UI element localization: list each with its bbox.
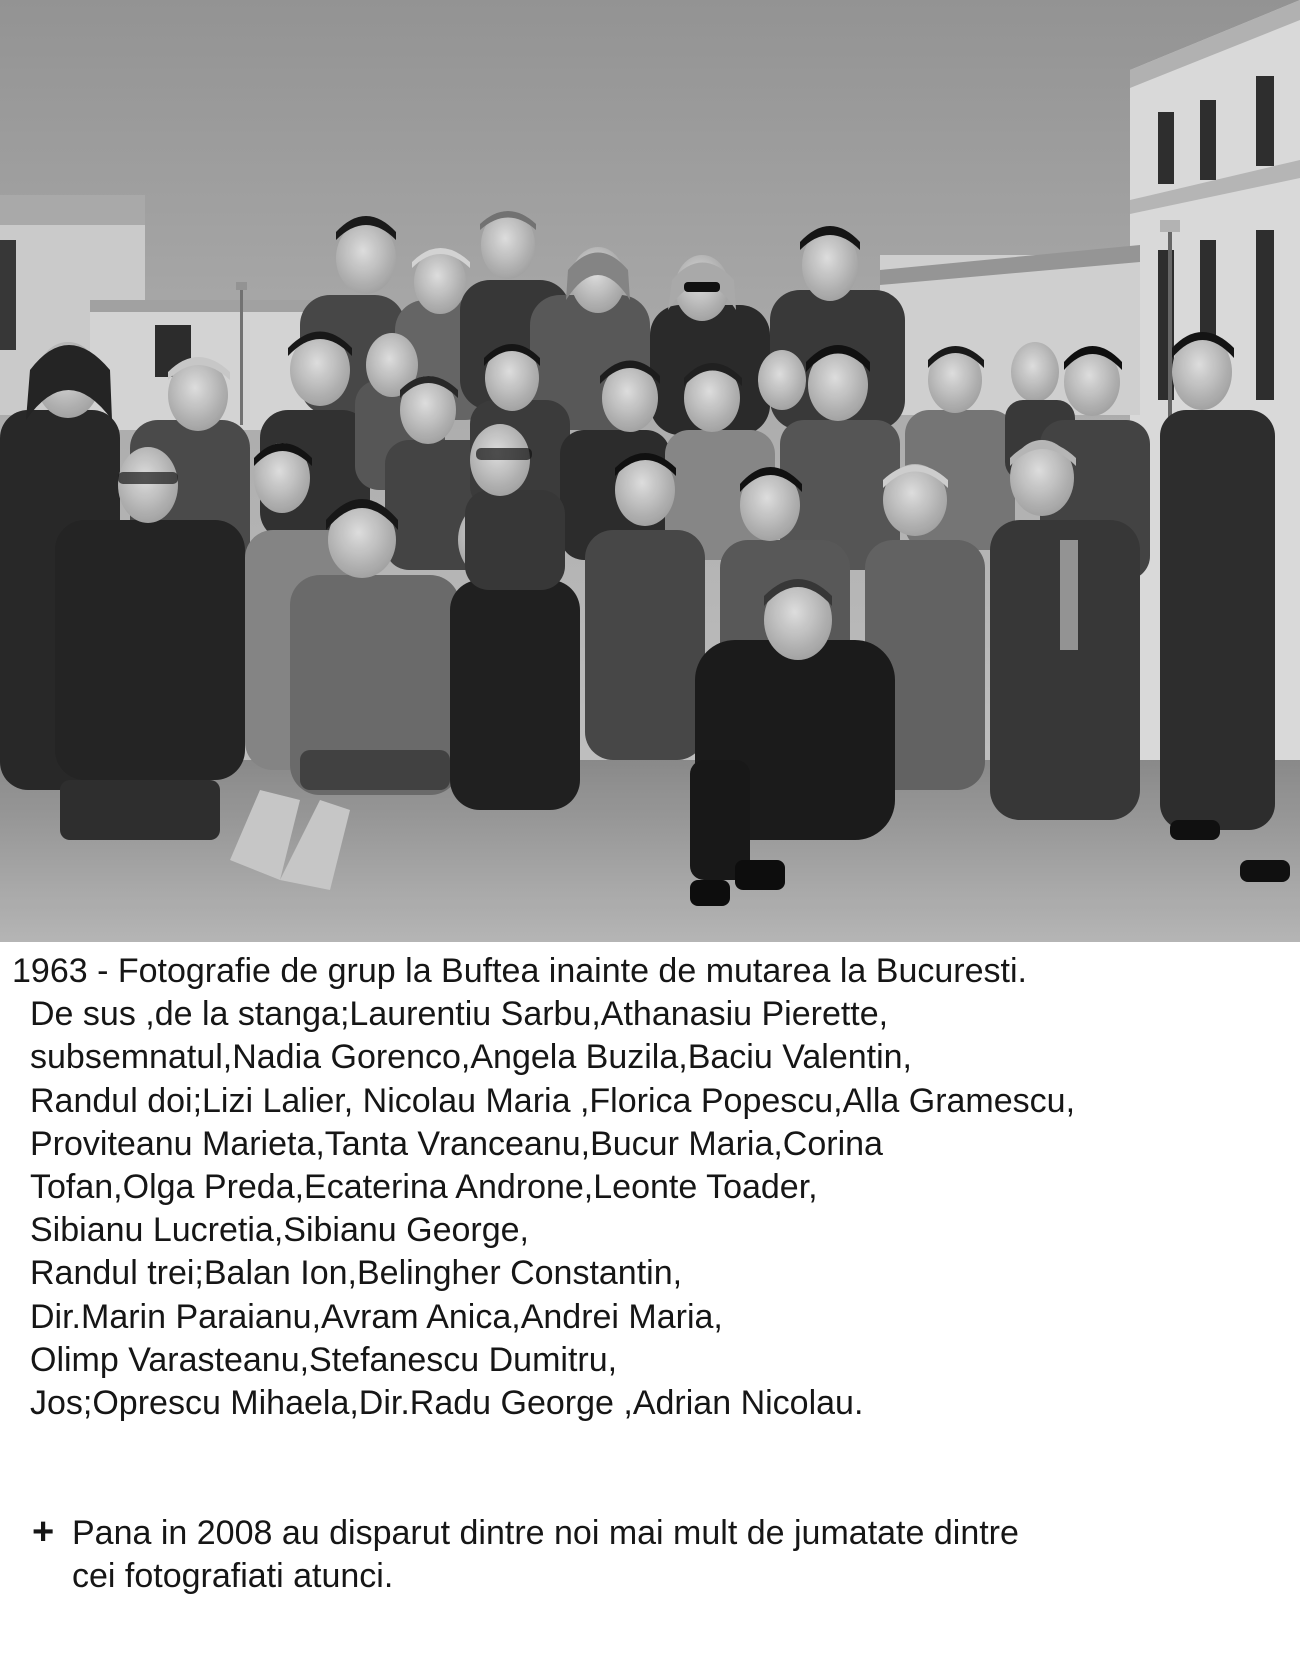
- caption-line: Tofan,Olga Preda,Ecaterina Androne,Leonte Toader,: [30, 1168, 818, 1207]
- caption-line: Jos;Oprescu Mihaela,Dir.Radu George ,Adrian Nicolau.: [30, 1384, 864, 1423]
- cross-icon: +: [32, 1511, 55, 1553]
- caption-title: 1963 - Fotografie de grup la Buftea inainte de mutarea la Bucuresti.: [12, 952, 1027, 990]
- caption-line: subsemnatul,Nadia Gorenco,Angela Buzila,Baciu Valentin,: [30, 1038, 913, 1077]
- caption-line: Dir.Marin Paraianu,Avram Anica,Andrei Maria,: [30, 1297, 723, 1336]
- caption-line: Olimp Varasteanu,Stefanescu Dumitru,: [30, 1340, 618, 1379]
- caption-line: Randul trei;Balan Ion,Belingher Constantin,: [30, 1254, 683, 1293]
- note-line-2: cei fotografiati atunci.: [72, 1557, 394, 1596]
- caption-line: De sus ,de la stanga;Laurentiu Sarbu,Athanasiu Pierette,: [30, 995, 889, 1034]
- caption-line: Proviteanu Marieta,Tanta Vranceanu,Bucur Maria,Corina: [30, 1124, 883, 1163]
- caption-line: Randul doi;Lizi Lalier, Nicolau Maria ,Florica Popescu,Alla Gramescu,: [30, 1081, 1076, 1120]
- memorial-note: [0, 1512, 1300, 1598]
- note-line-1: Pana in 2008 au disparut dintre noi mai mult de jumatate dintre: [72, 1514, 1019, 1552]
- caption-line: Sibianu Lucretia,Sibianu George,: [30, 1211, 529, 1250]
- photo-caption: [0, 950, 1300, 1425]
